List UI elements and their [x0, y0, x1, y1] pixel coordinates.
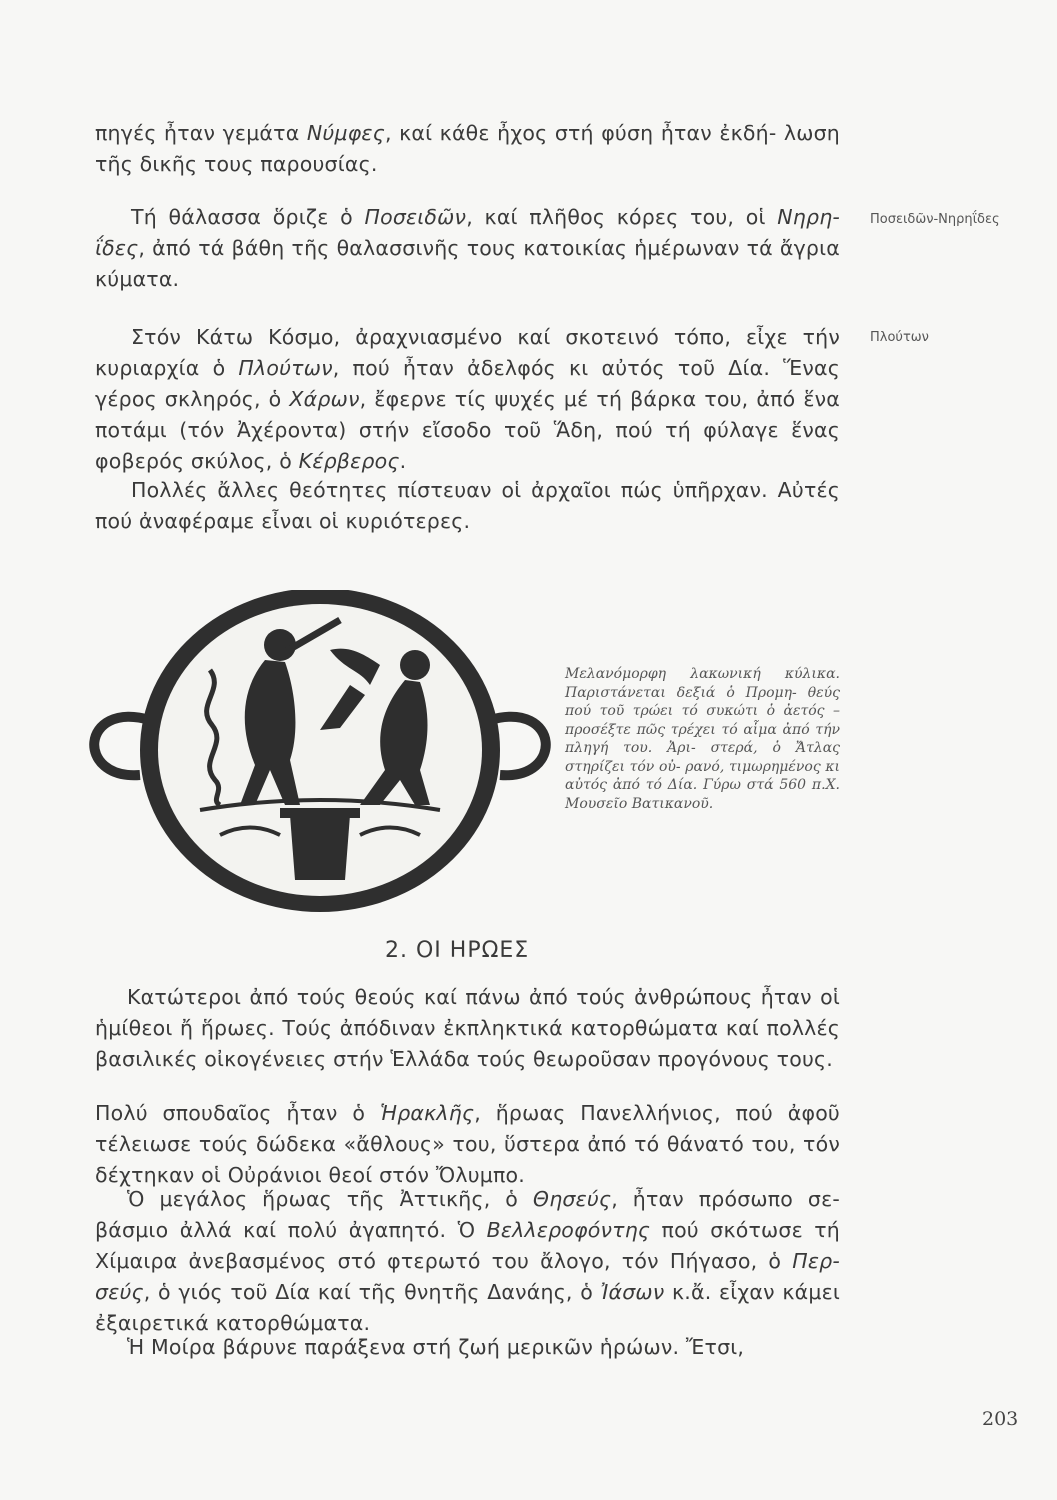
paragraph-text: κ.ἄ. εἶχαν κάμει ἐξαιρετικά κατορθώματα.	[95, 1280, 840, 1335]
paragraph-4	[95, 475, 840, 537]
paragraph-emphasis: Κέρβερος	[298, 449, 400, 473]
paragraph-emphasis: Θησεύς	[532, 1187, 612, 1211]
paragraph-emphasis: Περ- σεύς	[95, 1249, 840, 1304]
paragraph-text: Πολύ σπουδαῖος ἦταν ὁ	[95, 1101, 380, 1125]
paragraph-text: Ἡ Μοίρα βάρυνε παράξενα στή ζωή μερικῶν ἡρώων. Ἔτσι,	[127, 1335, 745, 1359]
paragraph-text: , ἔφερνε τίς ψυχές μέ τή βάρκα του, ἀπό ἕνα ποτάμι (τόν Ἀχέροντα) στήν εἴσοδο τοῦ Ἅδη, πού τή φύλαγε ἕνας φοβερός σκύλος, ὁ	[95, 387, 841, 473]
paragraph-text: , πού ἦταν ἀδελφός κι αὐτός τοῦ Δία. Ἕνας γέρος σκληρός, ὁ	[95, 356, 840, 411]
paragraph-text: , καί πλῆθος κόρες του, οἱ	[466, 205, 778, 229]
paragraph-text: , καί κάθε ἦχος στή φύση ἦταν ἐκδή- λωση τῆς δικῆς τους παρουσίας.	[95, 121, 840, 176]
paragraph-emphasis: Ἡρακλῆς	[379, 1101, 475, 1125]
paragraph-emphasis: Χάρων	[289, 387, 360, 411]
paragraph-text: .	[399, 449, 407, 473]
paragraph-text: Στόν Κάτω Κόσμο, ἀραχνιασμένο καί σκοτεινό τόπο, εἶχε τήν κυριαρχία ὁ	[95, 325, 840, 380]
paragraph-text: , ἦταν πρόσωπο σε- βάσμιο ἀλλά καί πολύ ἀγαπητό. Ὁ	[95, 1187, 840, 1242]
paragraph-3	[95, 322, 840, 477]
paragraph-emphasis: Ποσειδῶν	[364, 205, 467, 229]
paragraph-text: , ἀπό τά βάθη τῆς θαλασσινῆς τους κατοικίας ἡμέρωναν τά ἄγρια κύματα.	[95, 236, 840, 291]
paragraph-text: Τή θάλασσα ὅριζε ὁ	[131, 205, 365, 229]
margin-note-poseidon: Ποσειδῶν-Νηρηΐδες	[870, 212, 1000, 227]
paragraph-emphasis: Ἰάσων	[600, 1280, 665, 1304]
paragraph-text: , ὁ γιός τοῦ Δία καί τῆς θνητῆς Δανάης, ὁ	[143, 1280, 601, 1304]
paragraph-text: , ἥρωας Πανελλήνιος, πού ἀφοῦ τέλειωσε τούς δώδεκα «ἄθλους» του, ὕστερα ἀπό τό θάνατό του, τόν δέχτηκαν οἱ Οὐράνιοι θεοί στόν Ὄλυμπο.	[95, 1101, 840, 1187]
column	[290, 815, 350, 880]
paragraph-2	[95, 202, 840, 295]
section-title: 2. ΟΙ ΗΡΩΕΣ	[385, 938, 530, 963]
paragraph-text: Κατώτεροι ἀπό τούς θεούς καί πάνω ἀπό τούς ἀνθρώπους ἦταν οἱ ἡμίθεοι ἤ ἥρωες. Τούς ἀπόδιναν ἐκπληκτικά κατορθώματα καί πολλές βασιλικές οἰκογένειες στήν Ἑλλάδα τούς θεωροῦσαν προγόνους τους.	[95, 985, 840, 1071]
paragraph-emphasis: Νηρη- ΐδες	[95, 205, 840, 260]
paragraph-emphasis: Πλούτων	[238, 356, 333, 380]
page-number: 203	[982, 1408, 1019, 1430]
kylix-illustration	[80, 590, 560, 920]
paragraph-text: Πολλές ἄλλες θεότητες πίστευαν οἱ ἀρχαῖοι πώς ὑπῆρχαν. Αὐτές πού ἀναφέραμε εἶναι οἱ κυριότερες.	[95, 478, 840, 533]
column-capital	[280, 808, 360, 818]
paragraph-7	[95, 1184, 840, 1339]
paragraph-emphasis: Νύμφες	[306, 121, 385, 145]
margin-note-plouton: Πλούτων	[870, 330, 929, 345]
figure-caption: Μελανόμορφη λακωνική κύλικα. Παριστάνεται δεξιά ὁ Προμη- θεύς πού τοῦ τρώει τό συκώτι ὁ ἀετός – προσέξτε πῶς τρέχει τό αἷμα ἀπό τήν πληγή του. Ἀρι- στερά, ὁ Ἄτλας στηρίζει τόν οὐ- ρανό, τιμωρημένος κι αὐτός ἀπό τό Δία. Γύρω στά 560 π.Χ. Μουσεῖο Βατικανοῦ.	[565, 666, 840, 812]
paragraph-text: Ὁ μεγάλος ἥρωας τῆς Ἀττικῆς, ὁ	[127, 1187, 533, 1211]
paragraph-6	[95, 1098, 840, 1191]
paragraph-1	[95, 118, 840, 180]
paragraph-emphasis: Βελλεροφόντης	[486, 1218, 651, 1242]
paragraph-text: πηγές ἦταν γεμάτα	[95, 121, 307, 145]
paragraph-text: πού σκότωσε τή Χίμαιρα ἀνεβασμένος στό φτερωτό του ἄλογο, τόν Πήγασο, ὁ	[95, 1218, 840, 1273]
paragraph-5	[95, 982, 840, 1075]
paragraph-8	[95, 1332, 840, 1363]
